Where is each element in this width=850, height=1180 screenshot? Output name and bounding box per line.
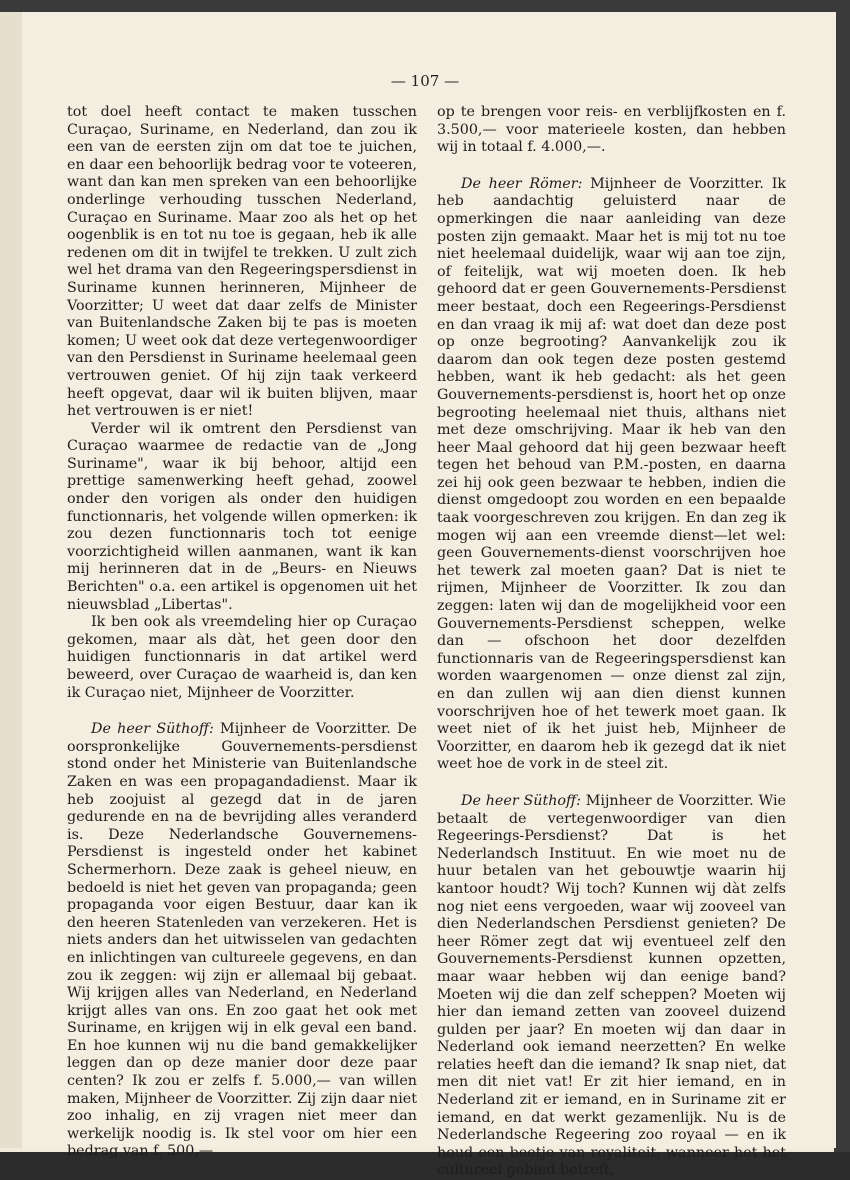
paragraph-text: Mijnheer de Voorzitter. De oorspronkelijke Gouvernements-persdienst stond onder het Ministerie van Buitenlandsche Zaken en was een propagandadienst. Maar ik heb zoojuist al gezegd dat in de jaren gedurende en na de bevrijding alles veranderd is. Deze Nederlandsche Gouvernemens-Persdienst is ingesteld onder het kabinet Schermerhorn. Deze zaak is geheel nieuw, en bedoeld is niet het geven van propaganda; geen propaganda voor eigen Bestuur, daar kan ik den heeren Statenleden van verzekeren. Het is niets anders dan het uitwisselen van gedachten en inlichtingen van cultureele gegevens, en dan zou ik zeggen: wij zijn er allemaal bij gebaat. Wij krijgen alles van Nederland, en Nederland krijgt alles van ons. En zoo gaat het ook met Suriname, en krijgen wij in elk geval een band. En hoe kunnen wij nu die band gemakkelijker leggen dan op deze manier door deze paar centen? Ik zou er zelfs f. 5.000,— van willen maken, Mijnheer de Voorzitter. Zij zijn daar niet zoo inhalig, en zij vragen niet meer dan werkelijk noodig is. Ik stel voor om hier een bedrag van f. 500,— xyxy=(67,721,417,1160)
paragraph-text: Mijnheer de Voorzitter. Wie betaalt de vertegenwoordiger van dien Regeerings-Persdienst? Dat is het Nederlandsch Instituut. En wie moet nu de huur betalen van het gebouwtje waarin hij kantoor houdt? Wij toch? Kunnen wij dàt zelfs nog niet eens vergoeden, waar wij zooveel van dien Nederlandschen Persdienst genieten? De heer Römer zegt dat wij eventueel zelf den Gouvernements-Persdienst kunnen opzetten, maar waar hebben wij dan eenige band? Moeten wij die dan zelf scheppen? Moeten wij hier dan iemand zetten van zooveel duizend gulden per jaar? En moeten wij dan daar in Nederland ook iemand neerzetten? En welke relaties heeft dan die iemand? Ik snap niet, dat men dit niet vat! Er zit hier iemand, en in Nederland zit er iemand, en in Suriname zit er iemand, en dat werkt gezamenlijk. Nu is de Nederlandsche Regeering zoo royaal — en ik houd een beetje van royaliteit, wanneer het het cultureel gebied betreft, xyxy=(437,792,786,1179)
left-column xyxy=(67,104,417,1161)
paragraph-text: Ik ben ook als vreemdeling hier op Curaçao gekomen, maar als dàt, het geen door den huidigen functionnaris in dat artikel werd beweerd, over Curaçao de waarheid is, dan ken ik Curaçao niet, Mijnheer de Voorzitter. xyxy=(67,614,417,701)
right-paragraph-2 xyxy=(437,176,786,774)
page-number: — 107 — xyxy=(390,72,460,90)
paragraph-text: tot doel heeft contact te maken tusschen Curaçao, Suriname, en Nederland, dan zou ik een van de eersten zijn om dat toe te juichen, en daar een behoorlijk bedrag voor te voteeren, want dan kan men spreken van een behoorlijke onderlinge verhouding tusschen Nederland, Curaçao en Suriname. Maar zoo als het op het oogenblik is en tot nu toe is gegaan, heb ik alle redenen om dit in twijfel te trekken. U zult zich wel het drama van den Regeeringspersdienst in Suriname kunnen herinneren, Mijnheer de Voorzitter; U weet dat daar zelfs de Minister van Buitenlandsche Zaken bij te pas is moeten komen; U weet ook dat deze vertegenwoordiger van den Persdienst in Suriname heelemaal geen vertrouwen geniet. Of hij zijn taak verkeerd heeft opgevat, daar wil ik buiten blijven, maar het vertrouwen is er niet! xyxy=(67,104,417,420)
left-paragraph-1 xyxy=(67,104,417,421)
paragraph-text: Mijnheer de Voorzitter. Ik heb aandachtig geluisterd naar de opmerkingen die naar aanleiding van deze posten zijn gemaakt. Maar het is mij tot nu toe niet heelemaal duidelijk, waar wij aan toe zijn, of feitelijk, wat wij moeten doen. Ik heb gehoord dat er geen Gouvernements-Persdienst meer bestaat, doch een Regeerings-Persdienst en dan vraag ik mij af: wat doet dan deze post op onze begrooting? Aanvankelijk zou ik daarom dan ook tegen deze posten gestemd hebben, want ik heb gedacht: als het geen Gouvernements-persdienst is, hoort het op onze begrooting heelemaal niet thuis, althans niet met deze omschrijving. Maar ik heb van den heer Maal gehoord dat hij geen bezwaar heeft tegen het behoud van P.M.-posten, en daarna zei hij ook geen bezwaar te hebben, indien die dienst omgedoopt zou worden en een bepaalde taak voorgeschreven zou krijgen. En dan zeg ik mogen wij aan een vreemde dienst—let wel: geen Gouvernements-dienst voorschrijven hoe het tewerk zal moeten gaan? Dat is niet te rijmen, Mijnheer de Voorzitter. Ik zou dan zeggen: laten wij dan de mogelijkheid voor een Gouvernements-Persdienst scheppen, welke dan — ofschoon het door dezelfden functionnaris van de Regeeringspersdienst kan worden waargenomen — onze dienst zal zijn, en dan zullen wij aan dien dienst kunnen voorschrijven hoe of het tewerk moet gaan. Ik weet niet of ik het juist heb, Mijnheer de Voorzitter, en daarom heb ik gezegd dat ik niet weet hoe de vork in de steel zit. xyxy=(437,175,786,773)
right-paragraph-1 xyxy=(437,104,786,157)
left-paragraph-4 xyxy=(67,721,417,1161)
right-paragraph-3 xyxy=(437,793,786,1180)
speaker-name: De heer Süthoff: xyxy=(461,792,581,809)
speaker-name: De heer Römer: xyxy=(461,175,583,192)
paragraph-text: Verder wil ik omtrent den Persdienst van Curaçao waarmee de redactie van de „Jong Suriname", waar ik bij behoor, altijd een prettige samenwerking heeft gehad, zoowel onder den vorigen als onder den huidigen functionnaris, het volgende willen opmerken: ik zou dezen functionnaris toch tot eenige voorzichtigheid willen aanmanen, want ik kan mij herinneren dat in de „Beurs- en Nieuws Berichten" o.a. een artikel is opgenomen uit het nieuwsblad „Libertas". xyxy=(67,420,417,613)
speaker-name: De heer Süthoff: xyxy=(91,721,214,738)
left-paragraph-2 xyxy=(67,421,417,615)
left-paragraph-3 xyxy=(67,614,417,702)
right-column xyxy=(437,104,786,1180)
paragraph-text: op te brengen voor reis- en verblijfkosten en f. 3.500,— voor materieele kosten, dan hebben wij in totaal f. 4.000,—. xyxy=(437,104,786,156)
scan-border-right xyxy=(834,0,850,1152)
